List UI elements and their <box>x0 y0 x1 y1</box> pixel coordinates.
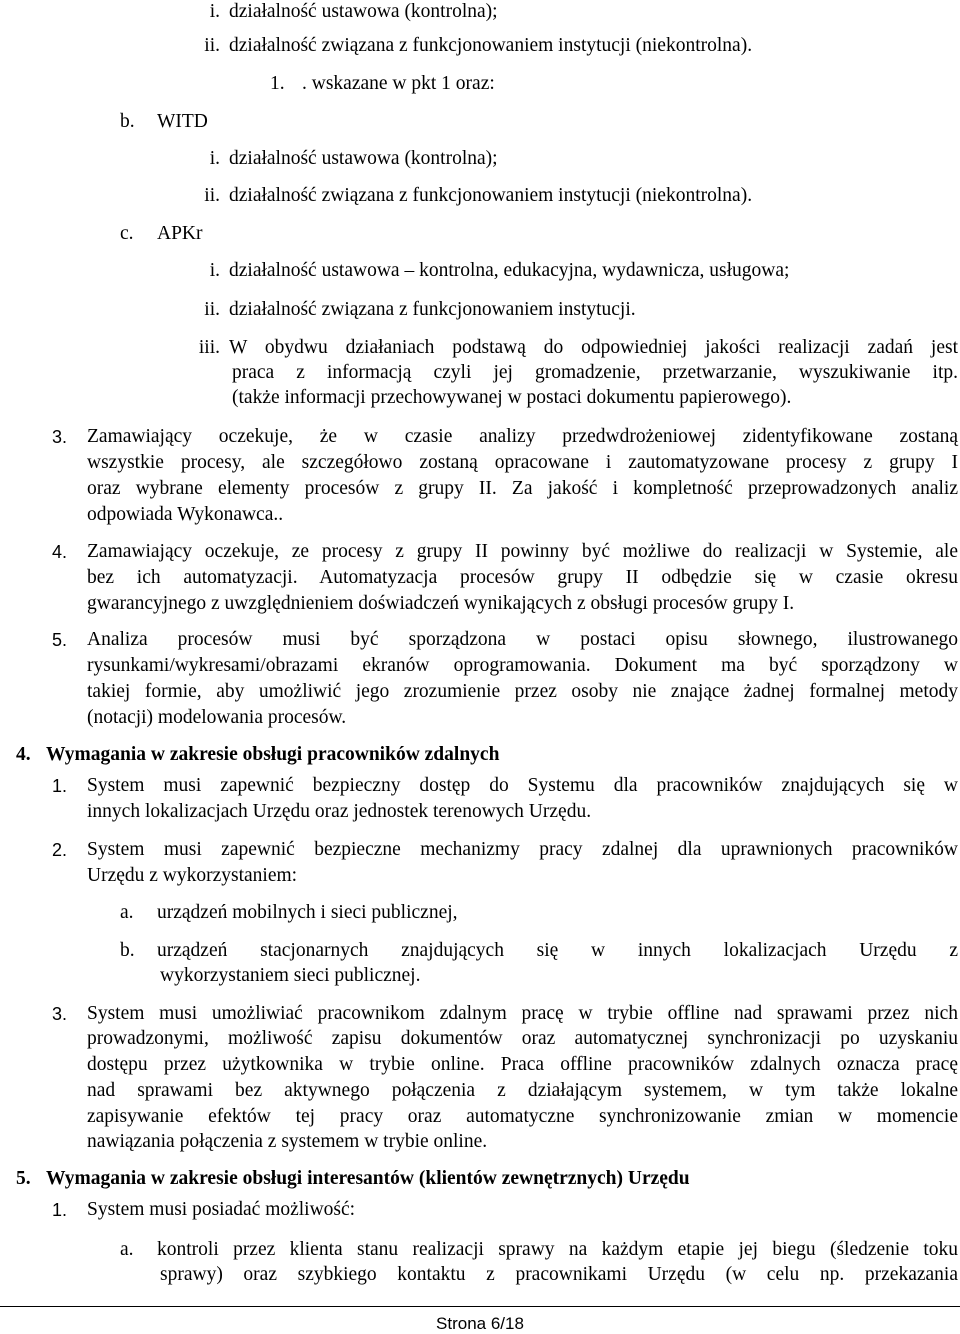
list-text: . wskazane w pkt 1 oraz: <box>302 73 495 94</box>
list-num: 4. <box>52 542 68 562</box>
list-num: 1. <box>52 1200 68 1220</box>
list-text: W obydwu działaniach podstawą do odpowiedniej jakości realizacji zadań jest <box>229 337 958 358</box>
section-heading-num: 4. <box>16 744 31 765</box>
paragraph-line: takiej formie, aby umożliwić jego zrozumienie przez osoby nie znające żadnej formalnej metody <box>87 681 958 702</box>
paragraph-line: prowadzonymi, możliwość zapisu dokumentów oraz automatycznej synchronizacji po uzyskaniu <box>87 1028 958 1049</box>
list-text: (także informacji przechowywanej w postaci dokumentu papierowego). <box>232 387 792 408</box>
list-num: c. <box>120 223 134 244</box>
list-text: działalność ustawowa – kontrolna, edukacyjna, wydawnicza, usługowa; <box>229 260 790 281</box>
list-num: i. <box>209 1 220 22</box>
paragraph-line: innych lokalizacjach Urzędu oraz jednostek terenowych Urzędu. <box>87 801 592 822</box>
list-text: działalność związana z funkcjonowaniem instytucji. <box>229 299 636 320</box>
paragraph-line: System musi umożliwiać pracownikom zdalnym pracę w trybie offline nad sprawami przez nich <box>87 1003 958 1024</box>
paragraph-line: odpowiada Wykonawca.. <box>87 504 284 525</box>
list-num: a. <box>120 902 134 923</box>
section-heading-num: 5. <box>16 1168 31 1189</box>
list-num: a. <box>120 1239 134 1260</box>
list-text: kontroli przez klienta stanu realizacji sprawy na każdym etapie jej biegu (śledzenie toku <box>157 1239 958 1260</box>
list-text: sprawy) oraz szybkiego kontaktu z pracownikami Urzędu (w celu np. przekazania <box>160 1264 958 1285</box>
section-heading: Wymagania w zakresie obsługi pracowników zdalnych <box>46 744 500 765</box>
paragraph-line: rysunkami/wykresami/obrazami ekranów oprogramowania. Dokument ma być sporządzony w <box>87 655 958 676</box>
paragraph-line: zapisywanie efektów tej pracy oraz automatyczne synchronizowanie zmian w momencie <box>87 1106 958 1127</box>
list-text: urządzeń stacjonarnych znajdujących się w innych lokalizacjach Urzędu z <box>157 940 958 961</box>
paragraph-line: Zamawiający oczekuje, że w czasie analizy przedwdrożeniowej zidentyfikowane zostaną <box>87 426 958 447</box>
paragraph-line: Zamawiający oczekuje, ze procesy z grupy II powinny być możliwe do realizacji w Systemie, ale <box>87 541 958 562</box>
paragraph-line: nad sprawami bez aktywnego połączenia z działającym systemem, w tym także lokalne <box>87 1080 958 1101</box>
list-text: urządzeń mobilnych i sieci publicznej, <box>157 902 458 923</box>
paragraph-line: Analiza procesów musi być sporządzona w postaci opisu słownego, ilustrowanego <box>87 629 958 650</box>
list-text: działalność ustawowa (kontrolna); <box>229 1 498 22</box>
list-text: działalność ustawowa (kontrolna); <box>229 148 498 169</box>
paragraph-line: System musi posiadać możliwość: <box>87 1199 356 1220</box>
list-num: i. <box>209 260 220 281</box>
list-text: działalność związana z funkcjonowaniem instytucji (niekontrolna). <box>229 35 753 56</box>
paragraph-line: oraz wybrane elementy procesów z grupy II. Za jakość i kompletność przeprowadzonych analiz <box>87 478 958 499</box>
list-text: WITD <box>157 111 208 132</box>
paragraph-line: bez ich automatyzacji. Automatyzacja procesów grupy II odbędzie się w czasie okresu <box>87 567 958 588</box>
paragraph-line: (notacji) modelowania procesów. <box>87 707 347 728</box>
list-text: wykorzystaniem sieci publicznej. <box>160 965 421 986</box>
list-num: 2. <box>52 840 68 860</box>
paragraph-line: gwarancyjnego z uwzględnieniem doświadczeń wynikających z obsługi procesów grupy I. <box>87 593 795 614</box>
list-num: i. <box>209 148 220 169</box>
list-num: 1. <box>52 776 68 796</box>
paragraph-line: System musi zapewnić bezpieczne mechanizmy pracy zdalnej dla uprawnionych pracowników <box>87 839 958 860</box>
list-num: 5. <box>52 630 68 650</box>
section-heading: Wymagania w zakresie obsługi interesantów (klientów zewnętrznych) Urzędu <box>46 1168 690 1189</box>
paragraph-line: dostępu przez użytkownika w trybie online. Praca offline pracowników zdalnych oznacza pracę <box>87 1054 958 1075</box>
footer-rule <box>0 1306 960 1307</box>
list-num: ii. <box>204 185 220 206</box>
page-number: Strona 6/18 <box>436 1314 524 1333</box>
list-num: 3. <box>52 427 68 447</box>
list-num: b. <box>120 940 135 961</box>
paragraph-line: wszystkie procesy, ale szczegółowo zostaną opracowane i zautomatyzowane procesy z grupy I <box>87 452 958 473</box>
list-text: APKr <box>157 223 203 244</box>
list-num: b. <box>120 111 135 132</box>
list-num: 1. <box>270 73 285 94</box>
list-num: iii. <box>198 337 220 358</box>
paragraph-line: System musi zapewnić bezpieczny dostęp do Systemu dla pracowników znajdujących się w <box>87 775 958 796</box>
list-text: działalność związana z funkcjonowaniem instytucji (niekontrolna). <box>229 185 753 206</box>
list-num: 3. <box>52 1004 68 1024</box>
list-num: ii. <box>204 35 220 56</box>
list-text: praca z informacją czyli jej gromadzenie, przetwarzanie, wyszukiwanie itp. <box>232 362 958 383</box>
list-num: ii. <box>204 299 220 320</box>
paragraph-line: nawiązania połączenia z systemem w trybie online. <box>87 1131 488 1152</box>
paragraph-line: Urzędu z wykorzystaniem: <box>87 865 298 886</box>
